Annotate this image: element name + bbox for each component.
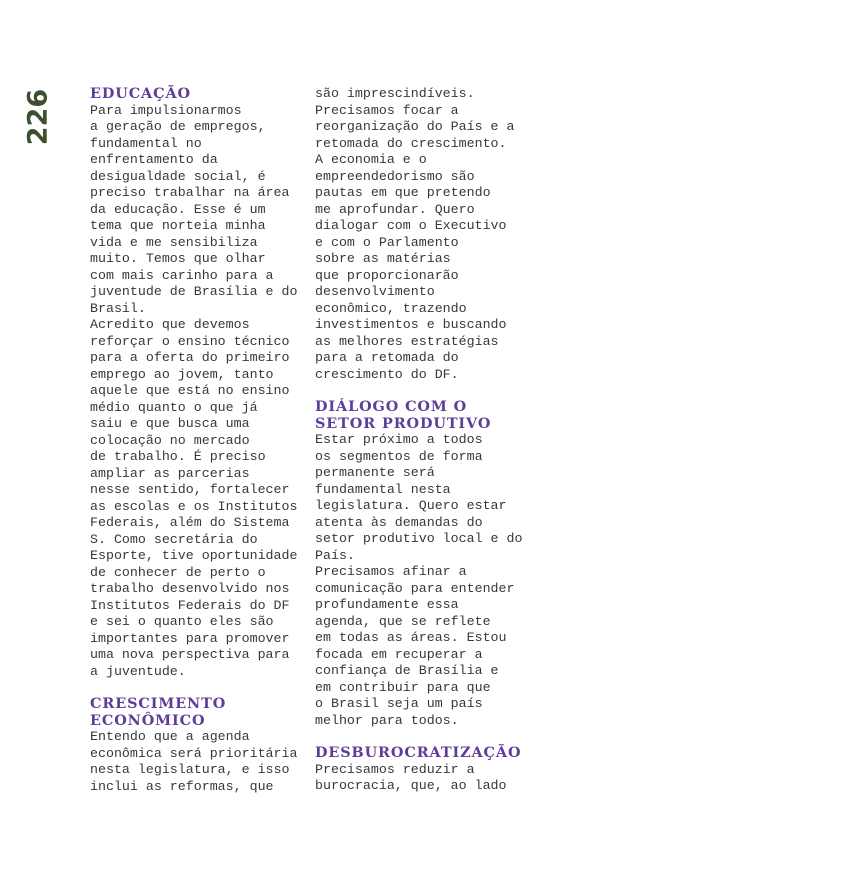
paragraph-educacao-1: Para impulsionarmos a geração de empregos, fundamental no enfrentamento da desigualdade social, é preciso trabalhar na área da educação. Esse é um tema que norteia minha vida e me sensibiliza muito. Temos que olhar com mais carinho para a juventude de Brasília e do Brasil. (90, 102, 298, 316)
paragraph-desburocratizacao-1: Precisamos reduzir a burocracia, que, ao lado (315, 761, 507, 793)
section-title-dialogo: DIÁLOGO COM O SETOR PRODUTIVO (315, 398, 492, 432)
paragraph-educacao-2: Acredito que devemos reforçar o ensino técnico para a oferta do primeiro emprego ao jovem, tanto aquele que está no ensino médio quanto o que já saiu e que busca uma colocação no mercado de trabalho. É preciso ampliar as parcerias nesse sentido, fortalecer as escolas e os Institutos Federais, além do Sistema S. Como secretária do Esporte, tive oportunidade de conhecer de perto o trabalho desenvolvido nos Institutos Federais do DF e sei o quanto eles são importantes para promover uma nova perspectiva para a juventude. (90, 317, 298, 679)
paragraph-dialogo-1: Estar próximo a todos os segmentos de forma permanente será fundamental nesta legislatura. Quero estar atenta às demandas do setor produtivo local e do País. (315, 432, 523, 563)
right-column (315, 86, 530, 795)
paragraph-crescimento-1: Entendo que a agenda econômica será prioritária nesta legislatura, e isso inclui as reformas, que (90, 729, 298, 794)
section-title-educacao: EDUCAÇÃO (90, 85, 191, 102)
paragraph-crescimento-continued: são imprescindíveis. Precisamos focar a reorganização do País e a retomada do crescimento. A economia e o empreendedorismo são pautas em que pretendo me aprofundar. Quero dialogar com o Executivo e com o Parlamento sobre as matérias que proporcionarão desenvolvimento econômico, trazendo investimentos e buscando as melhores estratégias para a retomada do crescimento do DF. (315, 86, 515, 382)
page-number-text: 226 (22, 88, 54, 146)
left-column (90, 86, 300, 795)
page-number (18, 82, 58, 152)
paragraph-dialogo-2: Precisamos afinar a comunicação para entender profundamente essa agenda, que se reflete em todas as áreas. Estou focada em recuperar a confiança de Brasília e em contribuir para que o Brasil seja um país melhor para todos. (315, 564, 515, 728)
section-title-crescimento: CRESCIMENTO ECONÔMICO (90, 695, 227, 729)
section-title-desburocratizacao: DESBUROCRATIZAÇÃO (315, 744, 522, 761)
